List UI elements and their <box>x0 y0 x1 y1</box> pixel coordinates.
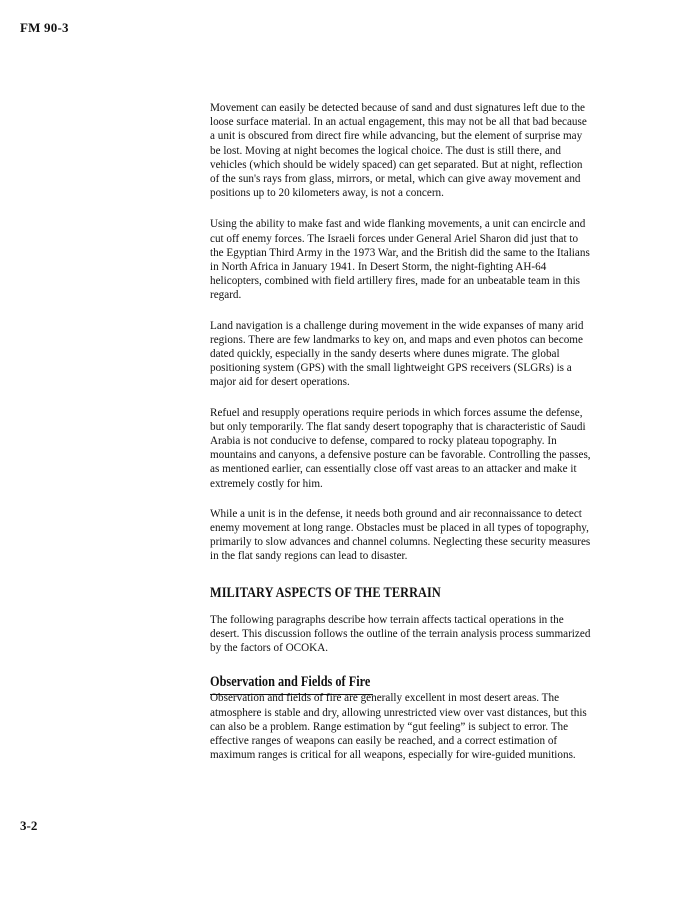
section-heading: MILITARY ASPECTS OF THE TERRAIN <box>210 584 441 601</box>
paragraph-defense-reconnaissance: While a unit is in the defense, it needs both ground and air reconnaissance to detect enemy movement at long range. Obstacles must be placed in all types of topography, primarily to slow advances and channel columns. Neglecting these security measures in the flat sandy regions can lead to disaster. <box>210 505 591 563</box>
paragraph-observation-fields-of-fire: Observation and fields of fire are generally excellent in most desert areas. The atmosphere is stable and dry, allowing unrestricted view over vast distances, but this can also be a problem. Range estimation by “gut feeling” is subject to error. The effective ranges of weapons can easily be reached, and a correct estimation of maximum ranges is critical for all weapons, especially for wire-guided munitions. <box>210 690 587 762</box>
paragraph-flanking-movements: Using the ability to make fast and wide flanking movements, a unit can encircle and cut off enemy forces. The Israeli forces under General Ariel Sharon did just that to the Egyptian Third Army in the 1973 War, and the British did the same to the Italians in North Africa in January 1941. In Desert Storm, the night-fighting AH-64 helicopters, combined with field artillery fires, made for an unbeatable team in this regard. <box>210 216 590 302</box>
running-head: FM 90-3 <box>20 20 69 35</box>
page-number: 3-2 <box>20 818 38 833</box>
paragraph-movement-detection: Movement can easily be detected because of sand and dust signatures left due to the loose surface material. In an actual engagement, this may not be all that bad because a unit is obscured from direct fire while advancing, but the element of surprise may be lost. Moving at night becomes the logical choice. The dust is still there, and vehicles (which should be widely spaced) can get separated. But at night, reflection of the sun's rays from glass, mirrors, or metal, which can give away movement and positions up to 20 kilometers away, is not a concern. <box>210 100 587 200</box>
paragraph-land-navigation: Land navigation is a challenge during movement in the wide expanses of many arid regions. There are few landmarks to key on, and maps and even photos can become dated quickly, especially in the sandy deserts where dunes migrate. The global positioning system (GPS) with the small lightweight GPS receivers (SLGRs) is a major aid for desert operations. <box>210 317 584 389</box>
subsection-heading: Observation and Fields of Fire <box>210 674 371 691</box>
page-body <box>210 100 592 761</box>
paragraph-refuel-resupply: Refuel and resupply operations require periods in which forces assume the defense, but only temporarily. The flat sandy desert topography that is characteristic of Saudi Arabia is not conducive to defense, compared to rocky plateau topography. In mountains and canyons, a defensive posture can be favorable. Controlling the passes, as mentioned earlier, can essentially close off vast areas to an attacker and make it extremely costly for him. <box>210 404 591 490</box>
subsection-heading-block <box>210 654 592 691</box>
paragraph-section-intro: The following paragraphs describe how terrain affects tactical operations in the desert. This discussion follows the outline of the terrain analysis process summarized by the factors of OCOKA. <box>210 611 591 655</box>
